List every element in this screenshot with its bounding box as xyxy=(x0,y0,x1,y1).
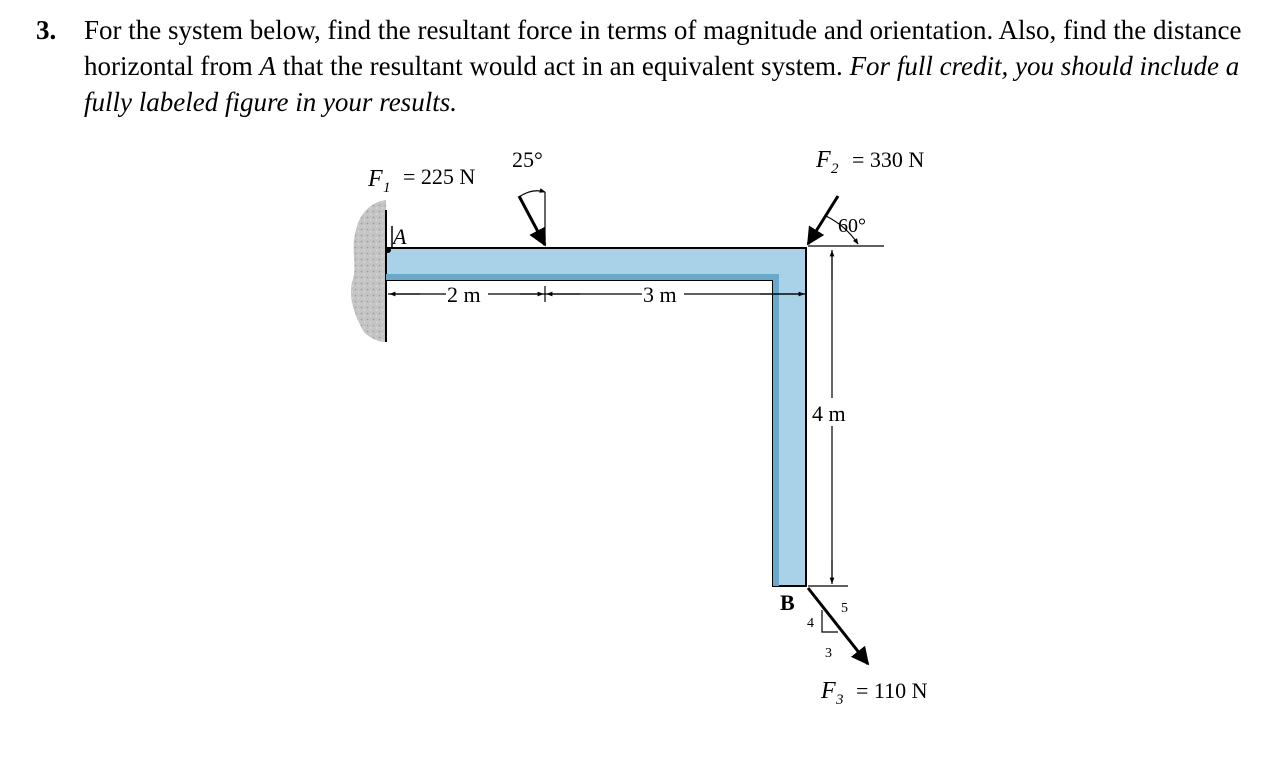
label-f2-angle: 60° xyxy=(838,215,866,237)
label-point-a: A xyxy=(393,224,407,249)
label-f2-subscript: 2 xyxy=(831,161,839,177)
problem-number: 3. xyxy=(36,15,57,45)
label-f3-slope-hyp: 5 xyxy=(841,601,848,616)
label-f3-symbol: F xyxy=(821,678,836,704)
l-beam-shade xyxy=(386,274,779,586)
label-f1-symbol: F xyxy=(368,166,383,192)
label-dim-2m: 2 m xyxy=(447,282,481,307)
problem-text-part2: that the resultant would act in an equivalent system. xyxy=(275,51,850,81)
label-dim-3m: 3 m xyxy=(643,282,677,307)
point-a-marker xyxy=(385,247,391,253)
label-dim-4m: 4 m xyxy=(812,401,846,426)
label-f3-value: = 110 N xyxy=(856,678,928,703)
wall-support xyxy=(351,200,386,342)
label-f3-slope-horiz: 3 xyxy=(825,646,832,661)
label-f3-slope-vert: 4 xyxy=(807,616,814,631)
f1-angle-arc xyxy=(519,191,545,197)
problem-credit-note: For full credit, you should include a fully labeled figure in your results. xyxy=(84,51,1240,117)
label-f1-angle: 25° xyxy=(512,147,543,172)
label-f1-subscript: 1 xyxy=(383,180,391,196)
label-point-b: B xyxy=(780,590,795,615)
label-f2-value: = 330 N xyxy=(852,147,925,172)
f3-arrow xyxy=(808,588,868,664)
label-f2-symbol: F xyxy=(816,147,831,173)
f1-arrow xyxy=(519,196,545,245)
problem-text-part1: For the system below, find the resultant force in terms of magnitude and orientation. Also, find the distance horizontal from xyxy=(84,15,1242,81)
problem-point-a: A xyxy=(259,51,276,81)
label-f1-value: = 225 N xyxy=(403,164,476,189)
label-f3-subscript: 3 xyxy=(836,692,844,708)
